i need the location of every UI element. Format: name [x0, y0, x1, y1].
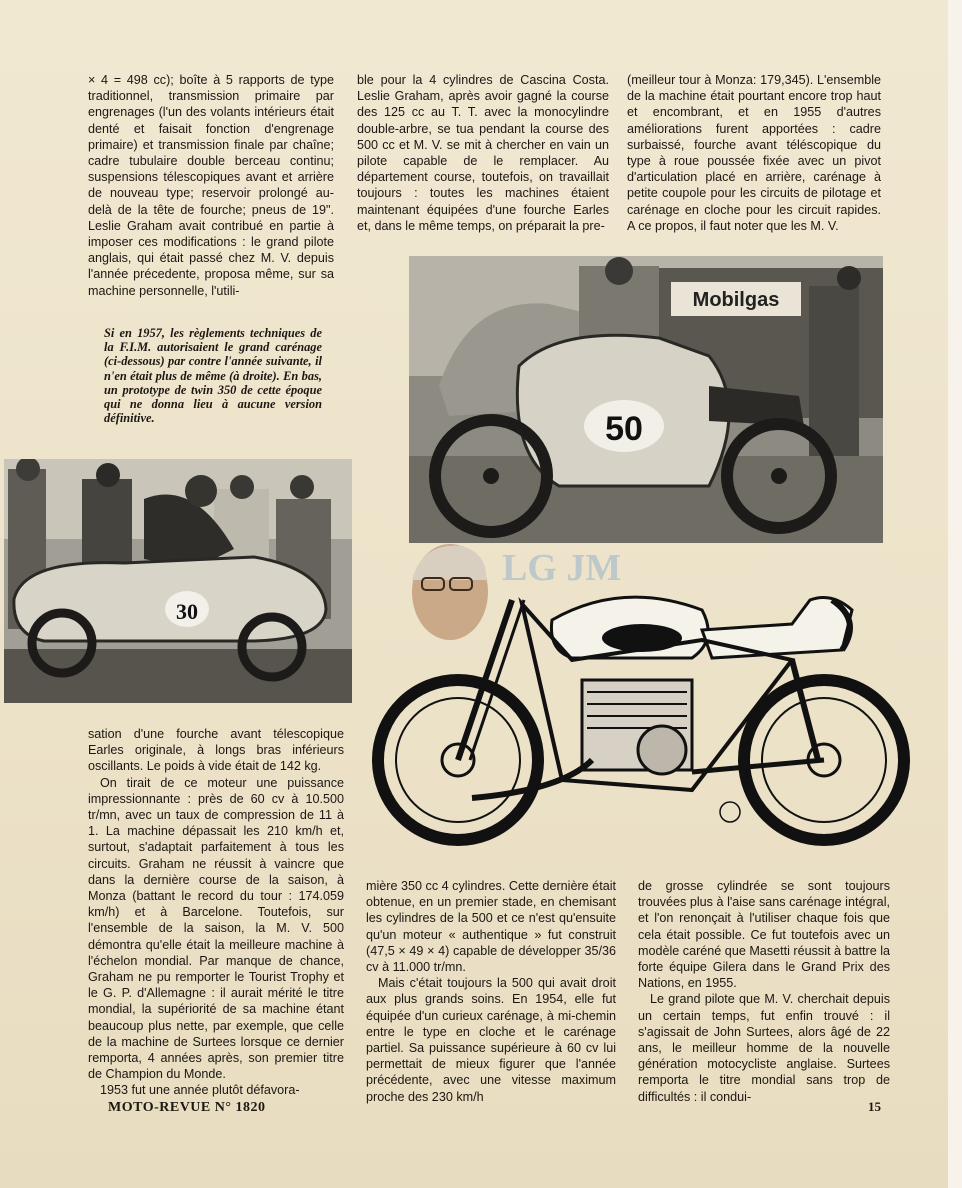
column-2-bottom-text — [366, 878, 616, 1105]
paragraph: de grosse cylindrée se sont toujours trouvées plus à l'aise sans carénage intégral, et l'on renonçait à l'utiliser chaque fois que cela était possible. Ce fut toutefois avec un modèle caréné que Masetti réussit à battre la forte équipe Gilera dans le Grand Prix des Nations, en 1955. — [638, 879, 891, 991]
paragraph: On tirait de ce moteur une puissance impressionnante : près de 60 cv à 10.500 tr/mn, avec un taux de compression de 11 à 1. La machine dépassait les 210 km/h et, surtout, s'adaptait parfaitement à tous les circuits. Graham ne réussit à vaincre que dans la dernière course de la saison, à Monza (battant le record du tour : 174.059 km/h) et à Barcelone. Toutefois, sur l'ensemble de la saison, la M. V. 500 démontra qu'elle était la meilleure machine à l'échelon mondial. Par manque de chance, Graham ne pu remporter le Tourist Trophy et le G. P. d'Allemagne : il aurait mérité le titre mondial, la supériorité de sa machine étant beaucoup plus nette, par exemple, que celle de la machine de Surtees lorsque ce dernier remporta, 4 années après, son premier titre de Champion du Monde. — [88, 775, 344, 1082]
column-1-bottom-text — [88, 726, 344, 1099]
page-number: 15 — [868, 1099, 881, 1114]
paragraph: mière 350 cc 4 cylindres. Cette dernière était obtenue, en un premier stade, en chemisant les cylindres de la 500 et ce n'est qu'ensuite qu'un moteur « authentique » fut construit (47,5 × 49 × 4) capable de développer 35/36 cv à 11.000 tr/mn. — [366, 879, 616, 975]
race-number-30: 30 — [176, 599, 198, 624]
column-1-top-text — [88, 72, 334, 299]
column-3-top-text — [627, 72, 881, 234]
photo-racing-motorcycle-50 — [409, 256, 883, 543]
paragraph: Le grand pilote que M. V. cherchait depuis un certain temps, fut enfin trouvé : il s'agissait de John Surtees, alors âgé de 22 ans, le meilleur homme de la nouvelle génération motocycliste anglaise. Surtees remporta le titre mondial sans trop de difficultés : il condui- — [638, 992, 890, 1104]
paragraph: sation d'une fourche avant télescopique Earles originale, à longs bras inférieurs oscillants. Le poids à vide était de 142 kg. — [88, 727, 344, 774]
magazine-issue: MOTO-REVUE N° 1820 — [108, 1100, 266, 1115]
paragraph: (meilleur tour à Monza: 179,345). L'ensemble de la machine était pourtant encore trop haut et encombrant, et en 1955 d'autres améliorations furent apportées : cadre surbaissé, fourche avant téléscopique du type à roue poussée fixée avec un pivot d'articulation placé en arrière, carénage à petite coupole pour les circuits de pilotage et carénage en cloche pour les circuit rapides. A ce propos, il faut noter que les M. V. — [627, 73, 881, 233]
page-edge — [948, 0, 962, 1188]
paragraph: 1953 fut une année plutôt défavora- — [100, 1083, 300, 1098]
paragraph: Mais c'était toujours la 500 qui avait droit aux plus grands soins. En 1954, elle fut équipée d'un curieux carénage, à mi-chemin entre le type en cloche et le carénage partiel. Sa puissance supérieure à 60 cv lui permettait de mieux figurer que l'année précédente, avec une vitesse maximum proche des 230 km/h — [366, 976, 616, 1104]
paragraph: × 4 = 498 cc); boîte à 5 rapports de type traditionnel, transmission primaire par engrenages (l'un des volants intérieurs était denté et faisait fonction d'engrenage primaire) et transmission finale par chaîne; cadre tubulaire double berceau continu; suspensions télescopiques avant et arrière de nouveau type; reservoir prolongé au-delà de la tête de fourche; pneus de 19". Leslie Graham avait contribué en partie à imposer ces modifications : le grand pilote anglais, qui était passé chez M. V. depuis l'année précedente, proposa même, sur sa machine personnelle, l'utili- — [88, 73, 334, 298]
watermark-initials: LG JM — [502, 547, 622, 589]
photo-caption: Si en 1957, les règlements techniques de la F.I.M. autorisaient le grand carénage (ci-dessous) par contre l'année suivante, il n'en était plus de même (à droite). En bas, un prototype de twin 350 de cette époque qui ne donna lieu à aucune version définitive. — [104, 326, 322, 426]
paragraph: ble pour la 4 cylindres de Cascina Costa. Leslie Graham, après avoir gagné la course des 125 cc au T. T. avec la monocylindre double-arbre, se tua pendant la course des 500 cc et M. V. se mit à chercher en vain un pilote capable de le remplacer. Au département course, toutefois, on travaillait toujours : toutes les machines étaient maintenant équipées d'une fourche Earles et, dans le même temps, on préparait la pre- — [357, 73, 609, 233]
illustration-twin-350-prototype — [362, 540, 922, 850]
race-number-50: 50 — [605, 410, 643, 448]
photo-racing-motorcycle-30 — [4, 459, 352, 703]
column-2-top-text — [357, 72, 609, 234]
column-3-bottom-text — [638, 878, 890, 1105]
mobilgas-banner: Mobilgas — [692, 289, 780, 311]
